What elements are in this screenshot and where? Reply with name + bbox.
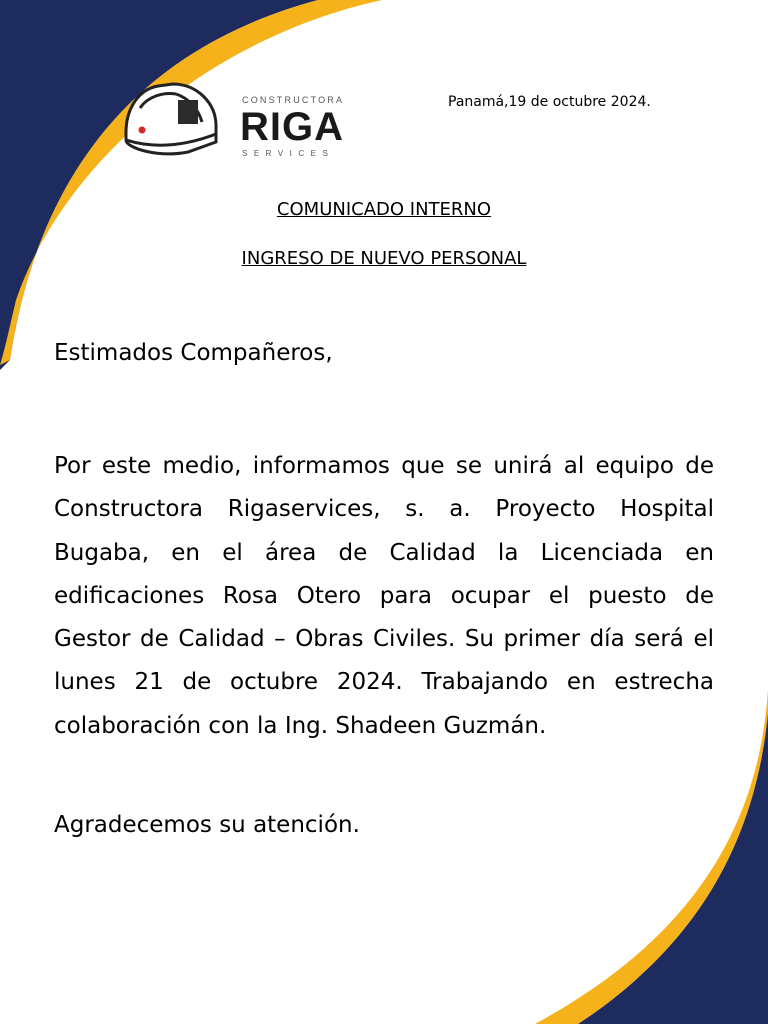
document-subtitle: INGRESO DE NUEVO PERSONAL [241,248,527,269]
logo-company-bottom: SERVICES [242,149,335,158]
document-title: COMUNICADO INTERNO [276,199,492,220]
corner-navy-top-left [0,0,318,370]
greeting: Estimados Compañeros, [54,340,333,366]
logo-company-top: CONSTRUCTORA [242,95,345,105]
hard-hat-icon [126,84,216,154]
date-line: Panamá,19 de octubre 2024. [448,94,651,110]
company-logo [118,82,348,164]
body-paragraph: Por este medio, informamos que se unirá al equipo de Constructora Rigaservices, s. a. Proyecto Hospital Bugaba, en el área de Calidad la Licenciada en edificaciones Rosa Otero para ocupar el puesto de Gestor de Calidad – Obras Civiles. Su primer día será el lunes 21 de octubre 2024. Trabajando en estrecha colaboración con la Ing. Shadeen Guzmán. [54,453,714,739]
corner-navy-bottom-right [578,712,768,1024]
closing-line: Agradecemos su atención. [54,812,360,838]
logo-company-main: RIGA [240,105,344,149]
